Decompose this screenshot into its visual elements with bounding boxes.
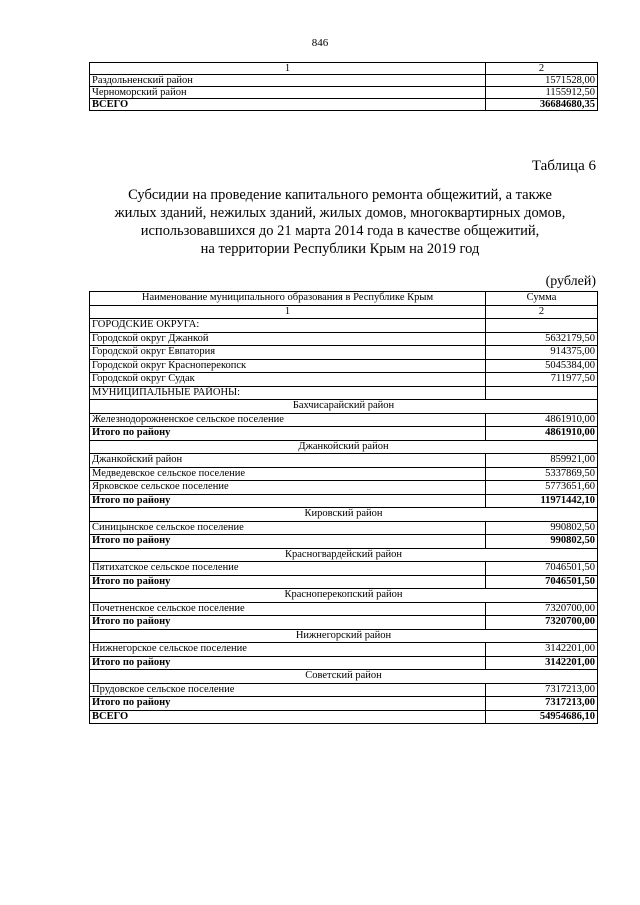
district-total-row bbox=[90, 427, 598, 441]
amount: 5337869,50 bbox=[486, 467, 598, 481]
table-row bbox=[90, 359, 598, 373]
district-total-amount: 7317213,00 bbox=[486, 697, 598, 711]
amount: 7320700,00 bbox=[486, 602, 598, 616]
amount: 7046501,50 bbox=[486, 562, 598, 576]
table-row bbox=[90, 346, 598, 360]
table-row bbox=[90, 75, 598, 87]
region-name: Черноморский район bbox=[90, 87, 486, 99]
settlement-name: Нижнегорское сельское поселение bbox=[90, 643, 486, 657]
amount: 7317213,00 bbox=[486, 683, 598, 697]
table-row bbox=[90, 467, 598, 481]
units-label: (рублей) bbox=[545, 274, 596, 289]
document-title bbox=[80, 186, 600, 258]
district-title: Красноперекопский район bbox=[90, 589, 598, 603]
district-header-row bbox=[90, 440, 598, 454]
district-total-label: Итого по району bbox=[90, 656, 486, 670]
district-total-row bbox=[90, 535, 598, 549]
amount: 914375,00 bbox=[486, 346, 598, 360]
table-row bbox=[90, 683, 598, 697]
continued-table bbox=[89, 62, 598, 111]
district-total-row bbox=[90, 575, 598, 589]
settlement-name: Почетненское сельское поселение bbox=[90, 602, 486, 616]
district-total-amount: 7046501,50 bbox=[486, 575, 598, 589]
district-total-label: Итого по району bbox=[90, 616, 486, 630]
city-name: Городской округ Евпатория bbox=[90, 346, 486, 360]
table-row bbox=[90, 521, 598, 535]
district-header-row bbox=[90, 670, 598, 684]
settlement-name: Прудовское сельское поселение bbox=[90, 683, 486, 697]
district-total-row bbox=[90, 697, 598, 711]
table-row bbox=[90, 454, 598, 468]
column-number: 1 bbox=[90, 63, 486, 75]
settlement-name: Железнодорожненское сельское поселение bbox=[90, 413, 486, 427]
column-number-row bbox=[90, 63, 598, 75]
column-number: 2 bbox=[486, 305, 598, 319]
empty-cell bbox=[486, 319, 598, 333]
district-total-row bbox=[90, 494, 598, 508]
column-number-row bbox=[90, 305, 598, 319]
amount: 990802,50 bbox=[486, 521, 598, 535]
subsidies-table bbox=[89, 291, 598, 724]
title-line: использовавшихся до 21 марта 2014 года в качестве общежитий, bbox=[140, 223, 540, 239]
total-label: ВСЕГО bbox=[90, 710, 486, 724]
settlement-name: Ярковское сельское поселение bbox=[90, 481, 486, 495]
total-amount: 36684680,35 bbox=[486, 99, 598, 111]
table-row bbox=[90, 481, 598, 495]
table-row bbox=[90, 87, 598, 99]
amount: 711977,50 bbox=[486, 373, 598, 387]
district-title: Джанкойский район bbox=[90, 440, 598, 454]
district-total-label: Итого по району bbox=[90, 535, 486, 549]
table-row bbox=[90, 332, 598, 346]
district-title: Нижнегорский район bbox=[90, 629, 598, 643]
amount: 5045384,00 bbox=[486, 359, 598, 373]
title-line: на территории Республики Крым на 2019 год bbox=[200, 241, 480, 257]
district-title: Кировский район bbox=[90, 508, 598, 522]
district-total-label: Итого по району bbox=[90, 575, 486, 589]
amount: 4861910,00 bbox=[486, 413, 598, 427]
district-header-row bbox=[90, 629, 598, 643]
amount: 1155912,50 bbox=[486, 87, 598, 99]
settlement-name: Синицынское сельское поселение bbox=[90, 521, 486, 535]
section-title: МУНИЦИПАЛЬНЫЕ РАЙОНЫ: bbox=[90, 386, 486, 400]
table-row bbox=[90, 562, 598, 576]
city-name: Городской округ Судак bbox=[90, 373, 486, 387]
amount: 859921,00 bbox=[486, 454, 598, 468]
settlement-name: Джанкойский район bbox=[90, 454, 486, 468]
section-row bbox=[90, 319, 598, 333]
empty-cell bbox=[486, 386, 598, 400]
district-total-row bbox=[90, 616, 598, 630]
total-amount: 54954686,10 bbox=[486, 710, 598, 724]
table-row bbox=[90, 373, 598, 387]
district-total-amount: 3142201,00 bbox=[486, 656, 598, 670]
title-line: Субсидии на проведение капитального ремонта общежитий, а также bbox=[128, 187, 552, 203]
district-total-amount: 11971442,10 bbox=[486, 494, 598, 508]
section-title: ГОРОДСКИЕ ОКРУГА: bbox=[90, 319, 486, 333]
settlement-name: Пятихатское сельское поселение bbox=[90, 562, 486, 576]
district-total-amount: 7320700,00 bbox=[486, 616, 598, 630]
page-number: 846 bbox=[311, 37, 329, 49]
amount: 5773651,60 bbox=[486, 481, 598, 495]
table-row bbox=[90, 413, 598, 427]
table-row bbox=[90, 643, 598, 657]
section-row bbox=[90, 386, 598, 400]
column-number: 1 bbox=[90, 305, 486, 319]
district-title: Бахчисарайский район bbox=[90, 400, 598, 414]
grand-total-row bbox=[90, 99, 598, 111]
table-row bbox=[90, 602, 598, 616]
district-total-amount: 990802,50 bbox=[486, 535, 598, 549]
column-number: 2 bbox=[486, 63, 598, 75]
city-name: Городской округ Красноперекопск bbox=[90, 359, 486, 373]
header-name: Наименование муниципального образования в Республике Крым bbox=[90, 292, 486, 306]
district-total-label: Итого по району bbox=[90, 697, 486, 711]
table-label: Таблица 6 bbox=[531, 158, 596, 174]
district-title: Советский район bbox=[90, 670, 598, 684]
settlement-name: Медведевское сельское поселение bbox=[90, 467, 486, 481]
district-header-row bbox=[90, 548, 598, 562]
amount: 1571528,00 bbox=[486, 75, 598, 87]
district-total-label: Итого по району bbox=[90, 494, 486, 508]
amount: 3142201,00 bbox=[486, 643, 598, 657]
district-total-row bbox=[90, 656, 598, 670]
district-header-row bbox=[90, 508, 598, 522]
header-row bbox=[90, 292, 598, 306]
district-total-label: Итого по району bbox=[90, 427, 486, 441]
district-total-amount: 4861910,00 bbox=[486, 427, 598, 441]
grand-total-row bbox=[90, 710, 598, 724]
district-title: Красногвардейский район bbox=[90, 548, 598, 562]
district-header-row bbox=[90, 400, 598, 414]
title-line: жилых зданий, нежилых зданий, жилых домов, многоквартирных домов, bbox=[114, 205, 566, 221]
region-name: Раздольненский район bbox=[90, 75, 486, 87]
total-label: ВСЕГО bbox=[90, 99, 486, 111]
header-sum: Сумма bbox=[486, 292, 598, 306]
district-header-row bbox=[90, 589, 598, 603]
city-name: Городской округ Джанкой bbox=[90, 332, 486, 346]
amount: 5632179,50 bbox=[486, 332, 598, 346]
